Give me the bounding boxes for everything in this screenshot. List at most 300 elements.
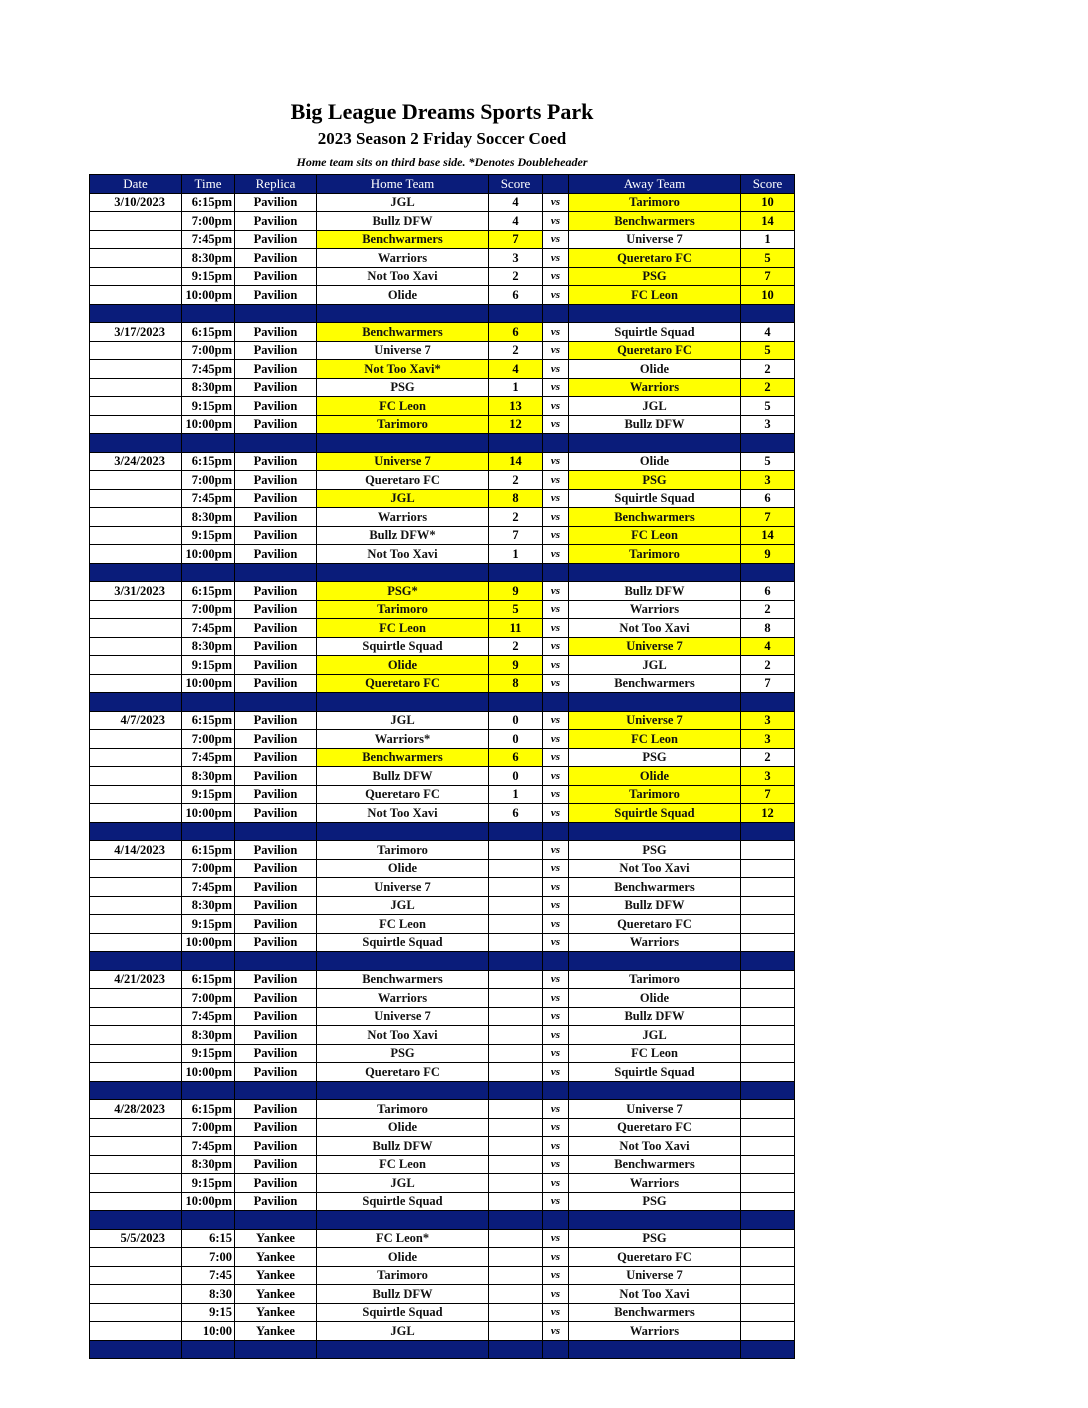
away-team-cell: PSG bbox=[569, 841, 741, 860]
week-separator bbox=[90, 563, 795, 582]
date-cell bbox=[90, 545, 182, 564]
separator-cell bbox=[543, 952, 569, 971]
replica-cell: Pavilion bbox=[235, 730, 317, 749]
vs-cell: vs bbox=[543, 730, 569, 749]
home-team-cell: JGL bbox=[317, 193, 489, 212]
table-row bbox=[90, 526, 795, 545]
away-score-cell: 1 bbox=[741, 230, 795, 249]
separator-cell bbox=[90, 952, 182, 971]
time-cell: 7:00pm bbox=[182, 471, 235, 490]
away-score-cell bbox=[741, 1100, 795, 1119]
home-team-cell: Bullz DFW bbox=[317, 212, 489, 231]
replica-cell: Pavilion bbox=[235, 360, 317, 379]
away-team-cell: Warriors bbox=[569, 600, 741, 619]
away-team-cell: Bullz DFW bbox=[569, 1007, 741, 1026]
replica-cell: Pavilion bbox=[235, 915, 317, 934]
table-row bbox=[90, 1322, 795, 1341]
away-score-cell: 2 bbox=[741, 656, 795, 675]
home-score-cell: 14 bbox=[489, 452, 543, 471]
home-team-cell: Warriors bbox=[317, 508, 489, 527]
date-cell bbox=[90, 526, 182, 545]
date-cell bbox=[90, 267, 182, 286]
away-team-cell: FC Leon bbox=[569, 1044, 741, 1063]
home-score-cell: 9 bbox=[489, 582, 543, 601]
separator-cell bbox=[235, 304, 317, 323]
vs-cell: vs bbox=[543, 1118, 569, 1137]
separator-cell bbox=[235, 693, 317, 712]
date-cell: 5/5/2023 bbox=[90, 1229, 182, 1248]
replica-cell: Pavilion bbox=[235, 582, 317, 601]
separator-cell bbox=[489, 304, 543, 323]
away-score-cell: 10 bbox=[741, 193, 795, 212]
vs-cell: vs bbox=[543, 508, 569, 527]
header-time: Time bbox=[182, 175, 235, 194]
home-team-cell: JGL bbox=[317, 489, 489, 508]
date-cell bbox=[90, 249, 182, 268]
home-team-cell: JGL bbox=[317, 896, 489, 915]
away-score-cell: 6 bbox=[741, 489, 795, 508]
home-team-cell: Universe 7 bbox=[317, 878, 489, 897]
schedule-table bbox=[89, 174, 795, 1359]
vs-cell: vs bbox=[543, 471, 569, 490]
vs-cell: vs bbox=[543, 1100, 569, 1119]
date-cell bbox=[90, 341, 182, 360]
time-cell: 7:00pm bbox=[182, 1118, 235, 1137]
table-row bbox=[90, 378, 795, 397]
time-cell: 7:00pm bbox=[182, 859, 235, 878]
week-separator bbox=[90, 1081, 795, 1100]
vs-cell: vs bbox=[543, 323, 569, 342]
home-score-cell bbox=[489, 1044, 543, 1063]
separator-cell bbox=[569, 822, 741, 841]
vs-cell: vs bbox=[543, 1155, 569, 1174]
away-score-cell: 14 bbox=[741, 212, 795, 231]
time-cell: 7:45pm bbox=[182, 619, 235, 638]
separator-cell bbox=[543, 1081, 569, 1100]
home-team-cell: JGL bbox=[317, 1322, 489, 1341]
away-team-cell: Tarimoro bbox=[569, 193, 741, 212]
table-row bbox=[90, 323, 795, 342]
away-team-cell: Squirtle Squad bbox=[569, 804, 741, 823]
replica-cell: Pavilion bbox=[235, 1174, 317, 1193]
separator-cell bbox=[569, 304, 741, 323]
table-row bbox=[90, 1063, 795, 1082]
time-cell: 7:00pm bbox=[182, 600, 235, 619]
home-score-cell bbox=[489, 1026, 543, 1045]
home-score-cell: 0 bbox=[489, 730, 543, 749]
vs-cell: vs bbox=[543, 970, 569, 989]
home-team-cell: Olide bbox=[317, 1118, 489, 1137]
table-row bbox=[90, 989, 795, 1008]
home-team-cell: FC Leon bbox=[317, 397, 489, 416]
home-team-cell: Benchwarmers bbox=[317, 230, 489, 249]
vs-cell: vs bbox=[543, 526, 569, 545]
away-score-cell: 7 bbox=[741, 508, 795, 527]
table-row bbox=[90, 193, 795, 212]
time-cell: 8:30pm bbox=[182, 767, 235, 786]
vs-cell: vs bbox=[543, 1174, 569, 1193]
time-cell: 8:30 bbox=[182, 1285, 235, 1304]
replica-cell: Yankee bbox=[235, 1229, 317, 1248]
away-team-cell: PSG bbox=[569, 267, 741, 286]
date-cell: 3/17/2023 bbox=[90, 323, 182, 342]
home-score-cell: 2 bbox=[489, 637, 543, 656]
date-cell bbox=[90, 804, 182, 823]
home-team-cell: Warriors bbox=[317, 249, 489, 268]
table-row bbox=[90, 545, 795, 564]
away-team-cell: Queretaro FC bbox=[569, 249, 741, 268]
home-score-cell: 7 bbox=[489, 526, 543, 545]
home-team-cell: Tarimoro bbox=[317, 415, 489, 434]
date-cell bbox=[90, 489, 182, 508]
date-cell bbox=[90, 878, 182, 897]
time-cell: 9:15pm bbox=[182, 397, 235, 416]
home-score-cell: 12 bbox=[489, 415, 543, 434]
home-team-cell: PSG bbox=[317, 1044, 489, 1063]
separator-cell bbox=[569, 563, 741, 582]
replica-cell: Pavilion bbox=[235, 341, 317, 360]
away-team-cell: Not Too Xavi bbox=[569, 619, 741, 638]
home-score-cell: 8 bbox=[489, 489, 543, 508]
time-cell: 8:30pm bbox=[182, 896, 235, 915]
away-team-cell: Queretaro FC bbox=[569, 1118, 741, 1137]
separator-cell bbox=[235, 434, 317, 453]
home-team-cell: Bullz DFW bbox=[317, 767, 489, 786]
away-score-cell: 7 bbox=[741, 785, 795, 804]
time-cell: 6:15pm bbox=[182, 193, 235, 212]
away-team-cell: Squirtle Squad bbox=[569, 489, 741, 508]
date-cell bbox=[90, 600, 182, 619]
replica-cell: Pavilion bbox=[235, 933, 317, 952]
home-score-cell bbox=[489, 1285, 543, 1304]
replica-cell: Yankee bbox=[235, 1248, 317, 1267]
separator-cell bbox=[569, 1211, 741, 1230]
away-team-cell: Bullz DFW bbox=[569, 415, 741, 434]
replica-cell: Pavilion bbox=[235, 1044, 317, 1063]
replica-cell: Pavilion bbox=[235, 619, 317, 638]
home-score-cell bbox=[489, 915, 543, 934]
replica-cell: Pavilion bbox=[235, 785, 317, 804]
home-team-cell: Tarimoro bbox=[317, 1266, 489, 1285]
replica-cell: Pavilion bbox=[235, 841, 317, 860]
home-score-cell bbox=[489, 1155, 543, 1174]
date-cell: 3/31/2023 bbox=[90, 582, 182, 601]
separator-cell bbox=[235, 1211, 317, 1230]
away-team-cell: Not Too Xavi bbox=[569, 859, 741, 878]
away-team-cell: FC Leon bbox=[569, 526, 741, 545]
away-score-cell: 3 bbox=[741, 730, 795, 749]
date-cell bbox=[90, 989, 182, 1008]
home-team-cell: Queretaro FC bbox=[317, 471, 489, 490]
vs-cell: vs bbox=[543, 230, 569, 249]
table-row bbox=[90, 286, 795, 305]
home-score-cell bbox=[489, 1118, 543, 1137]
away-team-cell: Universe 7 bbox=[569, 711, 741, 730]
vs-cell: vs bbox=[543, 878, 569, 897]
replica-cell: Pavilion bbox=[235, 989, 317, 1008]
date-cell bbox=[90, 619, 182, 638]
away-team-cell: Queretaro FC bbox=[569, 1248, 741, 1267]
home-score-cell bbox=[489, 1266, 543, 1285]
time-cell: 10:00pm bbox=[182, 804, 235, 823]
separator-cell bbox=[235, 822, 317, 841]
separator-cell bbox=[741, 1211, 795, 1230]
date-cell bbox=[90, 1118, 182, 1137]
separator-cell bbox=[182, 822, 235, 841]
replica-cell: Pavilion bbox=[235, 489, 317, 508]
home-score-cell: 2 bbox=[489, 508, 543, 527]
home-score-cell: 6 bbox=[489, 323, 543, 342]
week-separator bbox=[90, 822, 795, 841]
date-cell bbox=[90, 1285, 182, 1304]
away-score-cell bbox=[741, 1026, 795, 1045]
home-score-cell bbox=[489, 1063, 543, 1082]
date-cell bbox=[90, 1303, 182, 1322]
table-row bbox=[90, 471, 795, 490]
separator-cell bbox=[317, 822, 489, 841]
home-score-cell bbox=[489, 1174, 543, 1193]
home-score-cell: 2 bbox=[489, 341, 543, 360]
home-score-cell: 0 bbox=[489, 767, 543, 786]
home-team-cell: JGL bbox=[317, 711, 489, 730]
vs-cell: vs bbox=[543, 989, 569, 1008]
vs-cell: vs bbox=[543, 212, 569, 231]
date-cell bbox=[90, 378, 182, 397]
away-score-cell: 12 bbox=[741, 804, 795, 823]
table-row bbox=[90, 249, 795, 268]
table-row bbox=[90, 397, 795, 416]
home-score-cell bbox=[489, 1100, 543, 1119]
time-cell: 9:15pm bbox=[182, 1174, 235, 1193]
vs-cell: vs bbox=[543, 267, 569, 286]
date-cell bbox=[90, 674, 182, 693]
time-cell: 9:15 bbox=[182, 1303, 235, 1322]
replica-cell: Pavilion bbox=[235, 415, 317, 434]
time-cell: 8:30pm bbox=[182, 378, 235, 397]
vs-cell: vs bbox=[543, 341, 569, 360]
time-cell: 6:15pm bbox=[182, 323, 235, 342]
replica-cell: Yankee bbox=[235, 1322, 317, 1341]
header-away-score: Score bbox=[741, 175, 795, 194]
vs-cell: vs bbox=[543, 785, 569, 804]
date-cell bbox=[90, 471, 182, 490]
home-score-cell bbox=[489, 878, 543, 897]
date-cell bbox=[90, 415, 182, 434]
replica-cell: Pavilion bbox=[235, 286, 317, 305]
away-team-cell: FC Leon bbox=[569, 286, 741, 305]
week-separator bbox=[90, 952, 795, 971]
time-cell: 10:00pm bbox=[182, 674, 235, 693]
table-row bbox=[90, 896, 795, 915]
away-team-cell: Universe 7 bbox=[569, 637, 741, 656]
away-score-cell bbox=[741, 859, 795, 878]
time-cell: 7:00 bbox=[182, 1248, 235, 1267]
date-cell bbox=[90, 767, 182, 786]
home-team-cell: Tarimoro bbox=[317, 1100, 489, 1119]
replica-cell: Pavilion bbox=[235, 1192, 317, 1211]
date-cell bbox=[90, 748, 182, 767]
home-score-cell bbox=[489, 933, 543, 952]
replica-cell: Pavilion bbox=[235, 600, 317, 619]
table-row bbox=[90, 730, 795, 749]
date-cell: 3/24/2023 bbox=[90, 452, 182, 471]
away-team-cell: Queretaro FC bbox=[569, 915, 741, 934]
table-row bbox=[90, 1100, 795, 1119]
away-team-cell: Warriors bbox=[569, 1174, 741, 1193]
vs-cell: vs bbox=[543, 415, 569, 434]
home-team-cell: Warriors bbox=[317, 989, 489, 1008]
separator-cell bbox=[182, 1081, 235, 1100]
time-cell: 6:15pm bbox=[182, 582, 235, 601]
away-score-cell: 2 bbox=[741, 360, 795, 379]
time-cell: 6:15pm bbox=[182, 452, 235, 471]
vs-cell: vs bbox=[543, 582, 569, 601]
away-score-cell bbox=[741, 933, 795, 952]
week-separator bbox=[90, 304, 795, 323]
table-row bbox=[90, 582, 795, 601]
home-team-cell: Benchwarmers bbox=[317, 323, 489, 342]
replica-cell: Pavilion bbox=[235, 656, 317, 675]
away-score-cell bbox=[741, 1174, 795, 1193]
replica-cell: Pavilion bbox=[235, 508, 317, 527]
home-team-cell: Universe 7 bbox=[317, 1007, 489, 1026]
away-score-cell bbox=[741, 841, 795, 860]
away-team-cell: PSG bbox=[569, 1229, 741, 1248]
table-row bbox=[90, 1174, 795, 1193]
separator-cell bbox=[543, 693, 569, 712]
separator-cell bbox=[569, 434, 741, 453]
home-team-cell: Squirtle Squad bbox=[317, 1192, 489, 1211]
time-cell: 9:15pm bbox=[182, 267, 235, 286]
away-team-cell: Universe 7 bbox=[569, 230, 741, 249]
time-cell: 7:00pm bbox=[182, 730, 235, 749]
table-row bbox=[90, 970, 795, 989]
date-cell bbox=[90, 1026, 182, 1045]
date-cell bbox=[90, 360, 182, 379]
week-separator bbox=[90, 693, 795, 712]
vs-cell: vs bbox=[543, 1137, 569, 1156]
separator-cell bbox=[235, 563, 317, 582]
away-team-cell: Olide bbox=[569, 452, 741, 471]
separator-cell bbox=[569, 1340, 741, 1359]
schedule-note: Home team sits on third base side. *Denotes Doubleheader bbox=[296, 155, 588, 169]
table-row bbox=[90, 1007, 795, 1026]
replica-cell: Pavilion bbox=[235, 1155, 317, 1174]
time-cell: 7:45pm bbox=[182, 489, 235, 508]
separator-cell bbox=[741, 563, 795, 582]
table-row bbox=[90, 804, 795, 823]
away-score-cell: 2 bbox=[741, 600, 795, 619]
home-score-cell: 6 bbox=[489, 804, 543, 823]
table-row bbox=[90, 415, 795, 434]
replica-cell: Pavilion bbox=[235, 267, 317, 286]
date-cell: 3/10/2023 bbox=[90, 193, 182, 212]
vs-cell: vs bbox=[543, 656, 569, 675]
home-team-cell: Universe 7 bbox=[317, 452, 489, 471]
replica-cell: Pavilion bbox=[235, 637, 317, 656]
away-score-cell: 6 bbox=[741, 582, 795, 601]
schedule-body bbox=[90, 193, 795, 1359]
separator-cell bbox=[90, 1340, 182, 1359]
away-score-cell bbox=[741, 1007, 795, 1026]
away-team-cell: Not Too Xavi bbox=[569, 1137, 741, 1156]
separator-cell bbox=[317, 1211, 489, 1230]
separator-cell bbox=[489, 952, 543, 971]
separator-cell bbox=[182, 952, 235, 971]
table-row bbox=[90, 489, 795, 508]
time-cell: 6:15pm bbox=[182, 970, 235, 989]
date-cell bbox=[90, 730, 182, 749]
vs-cell: vs bbox=[543, 804, 569, 823]
time-cell: 7:00pm bbox=[182, 989, 235, 1008]
away-team-cell: JGL bbox=[569, 1026, 741, 1045]
table-row bbox=[90, 637, 795, 656]
separator-cell bbox=[569, 952, 741, 971]
replica-cell: Pavilion bbox=[235, 378, 317, 397]
separator-cell bbox=[90, 1081, 182, 1100]
separator-cell bbox=[182, 693, 235, 712]
date-cell bbox=[90, 859, 182, 878]
vs-cell: vs bbox=[543, 674, 569, 693]
separator-cell bbox=[235, 952, 317, 971]
away-score-cell: 5 bbox=[741, 397, 795, 416]
away-team-cell: Bullz DFW bbox=[569, 896, 741, 915]
home-team-cell: PSG bbox=[317, 378, 489, 397]
home-team-cell: PSG* bbox=[317, 582, 489, 601]
table-row bbox=[90, 1192, 795, 1211]
vs-cell: vs bbox=[543, 1026, 569, 1045]
home-team-cell: Queretaro FC bbox=[317, 785, 489, 804]
home-score-cell: 1 bbox=[489, 545, 543, 564]
away-score-cell: 2 bbox=[741, 748, 795, 767]
time-cell: 8:30pm bbox=[182, 508, 235, 527]
vs-cell: vs bbox=[543, 249, 569, 268]
table-row bbox=[90, 674, 795, 693]
table-row bbox=[90, 1248, 795, 1267]
away-team-cell: Queretaro FC bbox=[569, 341, 741, 360]
separator-cell bbox=[182, 304, 235, 323]
home-score-cell: 13 bbox=[489, 397, 543, 416]
vs-cell: vs bbox=[543, 767, 569, 786]
vs-cell: vs bbox=[543, 489, 569, 508]
time-cell: 9:15pm bbox=[182, 526, 235, 545]
time-cell: 6:15pm bbox=[182, 711, 235, 730]
table-row bbox=[90, 212, 795, 231]
away-team-cell: Squirtle Squad bbox=[569, 323, 741, 342]
table-row bbox=[90, 1026, 795, 1045]
home-team-cell: Squirtle Squad bbox=[317, 933, 489, 952]
home-team-cell: JGL bbox=[317, 1174, 489, 1193]
separator-cell bbox=[489, 434, 543, 453]
time-cell: 9:15pm bbox=[182, 915, 235, 934]
home-team-cell: Bullz DFW* bbox=[317, 526, 489, 545]
home-team-cell: Universe 7 bbox=[317, 341, 489, 360]
replica-cell: Pavilion bbox=[235, 471, 317, 490]
date-cell bbox=[90, 1063, 182, 1082]
home-team-cell: Benchwarmers bbox=[317, 748, 489, 767]
table-row bbox=[90, 452, 795, 471]
vs-cell: vs bbox=[543, 360, 569, 379]
separator-cell bbox=[741, 822, 795, 841]
time-cell: 8:30pm bbox=[182, 1155, 235, 1174]
home-score-cell bbox=[489, 1322, 543, 1341]
home-team-cell: Queretaro FC bbox=[317, 674, 489, 693]
replica-cell: Yankee bbox=[235, 1285, 317, 1304]
separator-cell bbox=[741, 1340, 795, 1359]
away-score-cell: 2 bbox=[741, 378, 795, 397]
vs-cell: vs bbox=[543, 1229, 569, 1248]
home-score-cell: 6 bbox=[489, 748, 543, 767]
